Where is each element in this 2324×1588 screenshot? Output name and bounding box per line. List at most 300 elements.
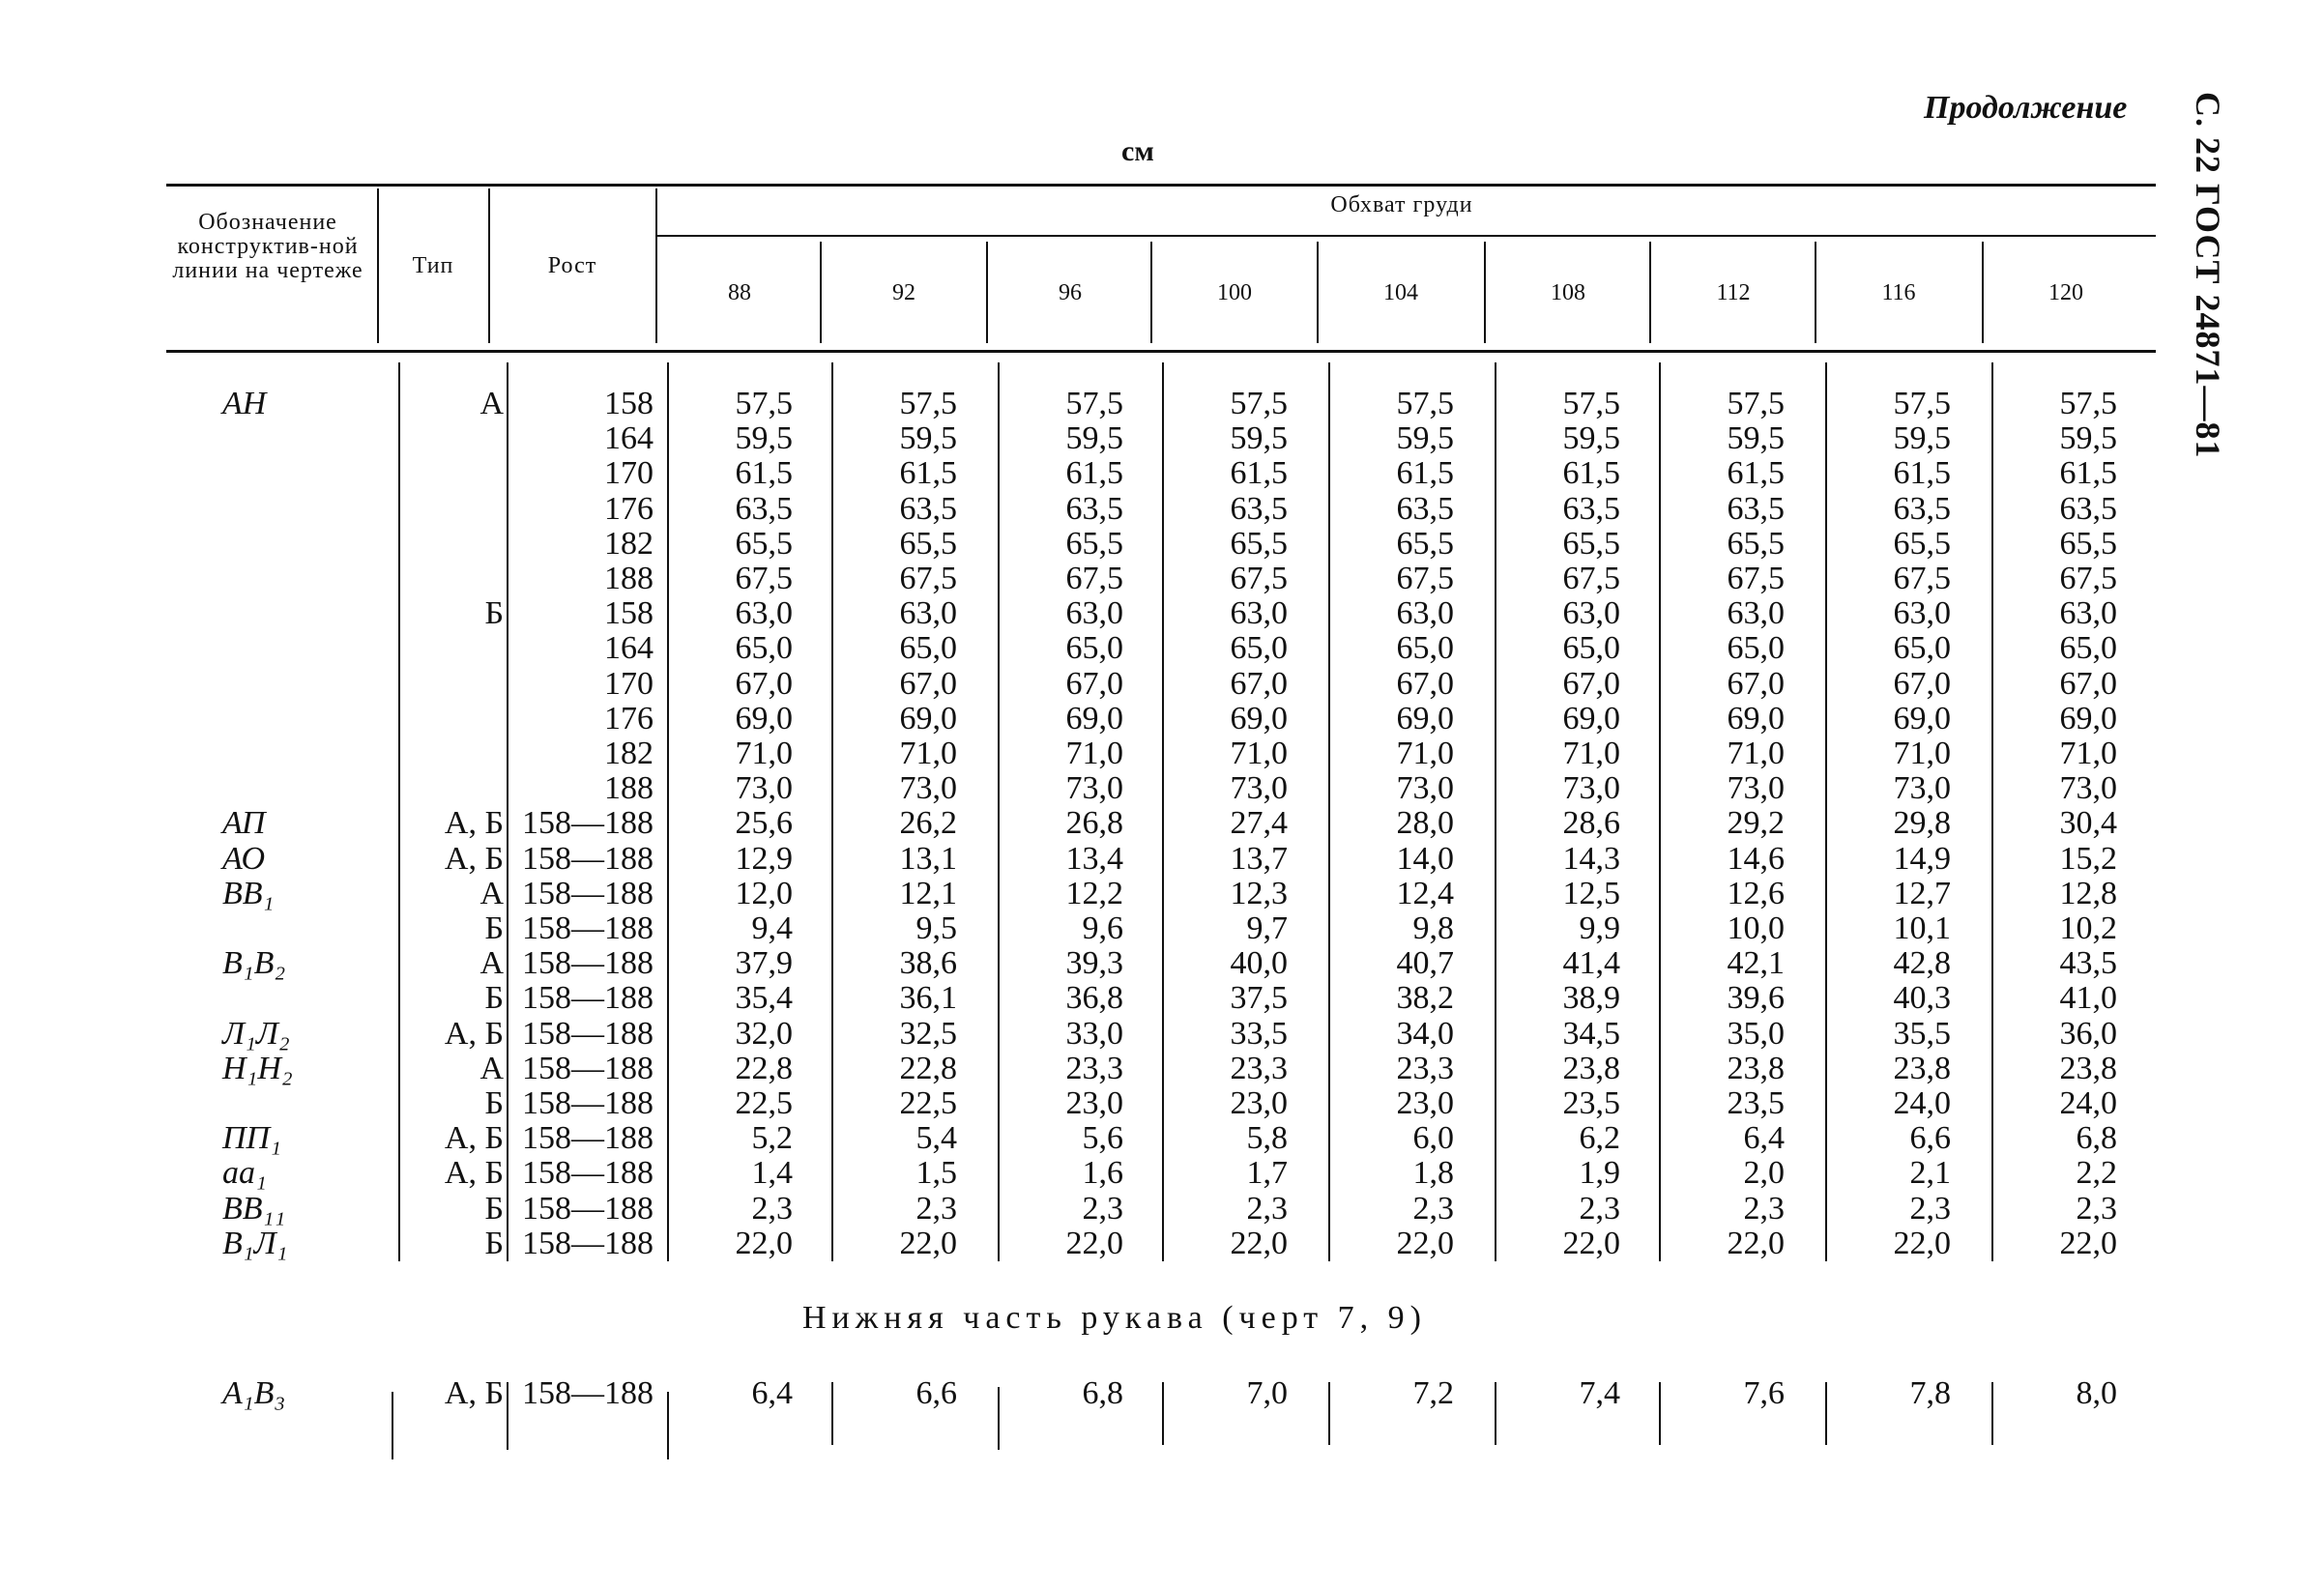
measure-value: 67,0 xyxy=(1727,665,1785,702)
lower-value: 7,0 xyxy=(1246,1375,1288,1411)
measure-value: 6,8 xyxy=(2076,1120,2117,1157)
measure-value: 13,4 xyxy=(1065,840,1123,877)
measure-value: 65,5 xyxy=(2059,525,2117,562)
measure-value: 41,4 xyxy=(1562,945,1620,982)
measure-value: 6,0 xyxy=(1412,1120,1454,1157)
measure-value: 73,0 xyxy=(1893,770,1951,807)
measure-value: 2,3 xyxy=(1579,1190,1620,1227)
measure-value: 59,5 xyxy=(1562,420,1620,457)
height-value: 170 xyxy=(604,455,654,492)
measure-value: 29,8 xyxy=(1893,805,1951,842)
measure-value: 67,5 xyxy=(1727,561,1785,597)
measure-value: 71,0 xyxy=(735,736,793,772)
measure-value: 71,0 xyxy=(2059,736,2117,772)
continuation-label: Продолжение xyxy=(1924,90,2128,126)
line-designation xyxy=(222,492,387,527)
lower-divider xyxy=(1991,1382,1993,1445)
measure-value: 69,0 xyxy=(1562,700,1620,736)
measure-value: 13,1 xyxy=(899,840,957,877)
figure-type xyxy=(401,562,504,596)
measure-value: 32,0 xyxy=(735,1015,793,1052)
figure-type xyxy=(401,631,504,666)
value-column xyxy=(1669,387,1785,1261)
measure-value: 9,4 xyxy=(751,910,793,947)
measure-value: 42,1 xyxy=(1727,945,1785,982)
measure-value: 63,5 xyxy=(1562,490,1620,527)
measure-value: 9,7 xyxy=(1246,910,1288,947)
measure-value: 12,6 xyxy=(1727,875,1785,911)
measure-value: 40,3 xyxy=(1893,980,1951,1017)
body-divider xyxy=(398,362,400,1261)
line-designation: В₁Л₁ xyxy=(222,1225,288,1261)
measure-value: 69,0 xyxy=(1396,700,1454,736)
line-designation xyxy=(222,771,387,806)
measure-value: 6,6 xyxy=(1909,1120,1951,1157)
lower-value: 6,6 xyxy=(915,1375,957,1411)
units-label: см xyxy=(1121,135,1154,167)
figure-type: Б xyxy=(484,595,504,632)
measure-value: 40,0 xyxy=(1230,945,1288,982)
measure-value: 37,5 xyxy=(1230,980,1288,1017)
body-divider xyxy=(1659,362,1661,1261)
lower-value: 7,4 xyxy=(1579,1375,1620,1411)
measure-value: 63,0 xyxy=(735,595,793,632)
measure-value: 63,5 xyxy=(735,490,793,527)
measure-value: 59,5 xyxy=(1396,420,1454,457)
measure-value: 30,4 xyxy=(2059,805,2117,842)
figure-type: А xyxy=(479,386,504,421)
lower-divider xyxy=(998,1387,1000,1450)
measure-value: 2,3 xyxy=(1412,1190,1454,1227)
measure-value: 25,6 xyxy=(735,805,793,842)
figure-type xyxy=(401,527,504,562)
measure-value: 37,9 xyxy=(735,945,793,982)
measure-value: 65,0 xyxy=(2059,630,2117,667)
line-designation xyxy=(222,421,387,456)
measure-value: 59,5 xyxy=(899,420,957,457)
measure-value: 22,8 xyxy=(735,1050,793,1086)
line-designation xyxy=(222,527,387,562)
figure-type xyxy=(401,771,504,806)
measure-value: 57,5 xyxy=(735,386,793,421)
measure-value: 67,5 xyxy=(1065,561,1123,597)
measure-value: 23,8 xyxy=(1727,1050,1785,1086)
lower-height: 158—188 xyxy=(522,1375,654,1411)
page-side-label: С. 22 ГОСТ 24871—81 xyxy=(2189,92,2227,459)
measure-value: 73,0 xyxy=(1396,770,1454,807)
line-designation: ПП₁ xyxy=(222,1120,281,1157)
body-divider xyxy=(1991,362,1993,1261)
measure-value: 57,5 xyxy=(2059,386,2117,421)
section-title: Нижняя часть рукава (черт 7, 9) xyxy=(802,1300,1427,1336)
line-designation xyxy=(222,911,387,946)
measure-value: 67,0 xyxy=(2059,665,2117,702)
height-value: 158—188 xyxy=(522,1015,654,1052)
measure-value: 63,5 xyxy=(1396,490,1454,527)
measure-value: 67,0 xyxy=(899,665,957,702)
measure-value: 73,0 xyxy=(1065,770,1123,807)
measure-value: 69,0 xyxy=(1727,700,1785,736)
measure-value: 61,5 xyxy=(735,455,793,492)
measure-value: 69,0 xyxy=(1230,700,1288,736)
measure-value: 63,0 xyxy=(899,595,957,632)
line-designation xyxy=(222,1086,387,1121)
chest-size-108: 108 xyxy=(1551,280,1585,305)
measure-value: 65,5 xyxy=(1562,525,1620,562)
measure-value: 67,0 xyxy=(1230,665,1288,702)
height-value: 182 xyxy=(604,736,654,772)
figure-type: Б xyxy=(484,1085,504,1122)
type-column-header: Тип xyxy=(412,253,454,278)
height-value: 176 xyxy=(604,700,654,736)
lower-divider xyxy=(507,1382,508,1450)
line-designation: АП xyxy=(222,805,266,842)
measure-value: 22,5 xyxy=(899,1085,957,1122)
measure-value: 57,5 xyxy=(899,386,957,421)
measure-value: 12,4 xyxy=(1396,875,1454,911)
line-designation xyxy=(222,631,387,666)
type-column xyxy=(401,387,504,1261)
measure-value: 12,1 xyxy=(899,875,957,911)
value-column xyxy=(1504,387,1620,1261)
measure-value: 63,0 xyxy=(2059,595,2117,632)
measure-value: 65,5 xyxy=(735,525,793,562)
measure-value: 71,0 xyxy=(899,736,957,772)
measure-value: 15,2 xyxy=(2059,840,2117,877)
height-value: 158—188 xyxy=(522,1225,654,1261)
measure-value: 33,0 xyxy=(1065,1015,1123,1052)
measure-value: 57,5 xyxy=(1893,386,1951,421)
measure-value: 2,3 xyxy=(1082,1190,1123,1227)
measure-value: 71,0 xyxy=(1065,736,1123,772)
height-value: 158 xyxy=(604,595,654,632)
measure-value: 9,9 xyxy=(1579,910,1620,947)
height-value: 182 xyxy=(604,525,654,562)
measure-value: 59,5 xyxy=(1065,420,1123,457)
measure-value: 23,5 xyxy=(1562,1085,1620,1122)
line-designation xyxy=(222,456,387,491)
measure-value: 36,1 xyxy=(899,980,957,1017)
measure-value: 63,5 xyxy=(1065,490,1123,527)
measure-value: 22,0 xyxy=(1562,1225,1620,1261)
figure-type: А xyxy=(479,875,504,911)
lower-divider xyxy=(667,1392,669,1459)
measure-value: 69,0 xyxy=(2059,700,2117,736)
body-divider xyxy=(667,362,669,1261)
measure-value: 34,0 xyxy=(1396,1015,1454,1052)
line-designation: АО xyxy=(222,840,266,877)
measure-value: 1,9 xyxy=(1579,1155,1620,1192)
measure-value: 57,5 xyxy=(1562,386,1620,421)
lower-value: 7,2 xyxy=(1412,1375,1454,1411)
line-designation xyxy=(222,981,387,1016)
chest-group-header: Обхват груди xyxy=(1330,192,1473,217)
height-value: 158—188 xyxy=(522,1155,654,1192)
measure-value: 73,0 xyxy=(1230,770,1288,807)
measure-value: 61,5 xyxy=(2059,455,2117,492)
measure-value: 10,0 xyxy=(1727,910,1785,947)
measure-value: 67,0 xyxy=(1562,665,1620,702)
value-column xyxy=(841,387,957,1261)
measure-value: 63,0 xyxy=(1230,595,1288,632)
height-column-header: Рост xyxy=(547,253,597,278)
measure-value: 36,0 xyxy=(2059,1015,2117,1052)
measure-value: 65,0 xyxy=(735,630,793,667)
lower-value: 7,8 xyxy=(1909,1375,1951,1411)
measure-value: 23,0 xyxy=(1065,1085,1123,1122)
measure-value: 67,5 xyxy=(1893,561,1951,597)
measure-value: 26,8 xyxy=(1065,805,1123,842)
measure-value: 57,5 xyxy=(1727,386,1785,421)
lower-divider xyxy=(1825,1382,1827,1445)
measure-value: 63,0 xyxy=(1727,595,1785,632)
measure-value: 2,3 xyxy=(1909,1190,1951,1227)
height-value: 158—188 xyxy=(522,840,654,877)
measure-value: 61,5 xyxy=(1727,455,1785,492)
measure-value: 63,5 xyxy=(1727,490,1785,527)
measure-value: 6,4 xyxy=(1743,1120,1785,1157)
measure-value: 69,0 xyxy=(1893,700,1951,736)
figure-type: Б xyxy=(484,1190,504,1227)
measure-value: 23,8 xyxy=(1562,1050,1620,1086)
figure-type xyxy=(401,456,504,491)
line-designation: Н₁Н₂ xyxy=(222,1050,293,1086)
measure-value: 23,3 xyxy=(1065,1050,1123,1086)
measure-value: 22,8 xyxy=(899,1050,957,1086)
measure-value: 57,5 xyxy=(1065,386,1123,421)
measure-value: 23,3 xyxy=(1396,1050,1454,1086)
measure-value: 38,9 xyxy=(1562,980,1620,1017)
measure-value: 73,0 xyxy=(899,770,957,807)
measure-value: 63,5 xyxy=(1893,490,1951,527)
measure-value: 6,2 xyxy=(1579,1120,1620,1157)
measure-value: 71,0 xyxy=(1727,736,1785,772)
measure-value: 63,0 xyxy=(1065,595,1123,632)
measure-value: 28,0 xyxy=(1396,805,1454,842)
chest-size-96: 96 xyxy=(1059,280,1082,305)
measure-value: 59,5 xyxy=(1727,420,1785,457)
measure-value: 14,0 xyxy=(1396,840,1454,877)
measure-value: 2,3 xyxy=(915,1190,957,1227)
measure-value: 1,6 xyxy=(1082,1155,1123,1192)
measure-value: 73,0 xyxy=(1727,770,1785,807)
measure-value: 65,0 xyxy=(1893,630,1951,667)
measure-value: 73,0 xyxy=(735,770,793,807)
measure-value: 71,0 xyxy=(1893,736,1951,772)
measure-value: 65,0 xyxy=(1065,630,1123,667)
figure-type xyxy=(401,736,504,771)
measure-value: 63,5 xyxy=(899,490,957,527)
measure-value: 5,8 xyxy=(1246,1120,1288,1157)
figure-type xyxy=(401,667,504,702)
chest-size-116: 116 xyxy=(1881,280,1916,305)
measure-value: 24,0 xyxy=(1893,1085,1951,1122)
value-column xyxy=(1007,387,1123,1261)
measure-value: 59,5 xyxy=(735,420,793,457)
value-column xyxy=(2001,387,2117,1261)
measure-value: 13,7 xyxy=(1230,840,1288,877)
height-value: 158—188 xyxy=(522,805,654,842)
measure-value: 65,5 xyxy=(1396,525,1454,562)
measure-value: 43,5 xyxy=(2059,945,2117,982)
measure-value: 12,0 xyxy=(735,875,793,911)
measure-value: 61,5 xyxy=(1893,455,1951,492)
measure-value: 65,5 xyxy=(1893,525,1951,562)
lower-divider xyxy=(1328,1382,1330,1445)
measure-value: 22,0 xyxy=(1065,1225,1123,1261)
measure-value: 40,7 xyxy=(1396,945,1454,982)
lower-divider xyxy=(1162,1382,1164,1445)
measure-value: 63,0 xyxy=(1396,595,1454,632)
measure-value: 2,1 xyxy=(1909,1155,1951,1192)
measure-value: 2,3 xyxy=(751,1190,793,1227)
measure-value: 23,0 xyxy=(1396,1085,1454,1122)
measure-value: 65,0 xyxy=(1396,630,1454,667)
measure-value: 61,5 xyxy=(1562,455,1620,492)
body-divider xyxy=(998,362,1000,1261)
line-designation: ВВ₁₁ xyxy=(222,1190,286,1227)
measure-value: 65,0 xyxy=(1562,630,1620,667)
measure-value: 67,0 xyxy=(1396,665,1454,702)
measure-value: 9,5 xyxy=(915,910,957,947)
measure-value: 32,5 xyxy=(899,1015,957,1052)
value-column xyxy=(1338,387,1454,1261)
measure-value: 5,4 xyxy=(915,1120,957,1157)
lower-designation: А₁В₃ xyxy=(222,1375,286,1411)
measure-value: 67,5 xyxy=(1562,561,1620,597)
measure-value: 71,0 xyxy=(1396,736,1454,772)
figure-type: А, Б xyxy=(444,805,504,842)
lower-value: 7,6 xyxy=(1743,1375,1785,1411)
lower-value: 8,0 xyxy=(2076,1375,2117,1411)
body-divider xyxy=(507,362,508,1261)
height-value: 158—188 xyxy=(522,910,654,947)
measure-value: 10,1 xyxy=(1893,910,1951,947)
measure-value: 59,5 xyxy=(2059,420,2117,457)
figure-type: Б xyxy=(484,980,504,1017)
measure-value: 23,8 xyxy=(1893,1050,1951,1086)
height-value: 158—188 xyxy=(522,980,654,1017)
line-designation: аа₁ xyxy=(222,1155,267,1192)
line-designation xyxy=(222,596,387,631)
value-column xyxy=(1835,387,1951,1261)
line-designation xyxy=(222,562,387,596)
measure-value: 67,5 xyxy=(1230,561,1288,597)
body-divider xyxy=(831,362,833,1261)
measure-value: 67,5 xyxy=(1396,561,1454,597)
value-column xyxy=(1172,387,1288,1261)
figure-type: Б xyxy=(484,910,504,947)
figure-type: А xyxy=(479,945,504,982)
figure-type xyxy=(401,421,504,456)
measure-value: 12,5 xyxy=(1562,875,1620,911)
measure-value: 36,8 xyxy=(1065,980,1123,1017)
measure-value: 12,2 xyxy=(1065,875,1123,911)
measure-value: 22,0 xyxy=(2059,1225,2117,1261)
measure-value: 73,0 xyxy=(2059,770,2117,807)
body-divider xyxy=(1328,362,1330,1261)
chest-size-100: 100 xyxy=(1217,280,1252,305)
chest-size-112: 112 xyxy=(1716,280,1751,305)
measure-value: 35,5 xyxy=(1893,1015,1951,1052)
measure-value: 38,6 xyxy=(899,945,957,982)
height-value: 158—188 xyxy=(522,1085,654,1122)
chest-size-120: 120 xyxy=(2048,280,2083,305)
line-designation xyxy=(222,667,387,702)
figure-type: А, Б xyxy=(444,1120,504,1157)
measure-value: 24,0 xyxy=(2059,1085,2117,1122)
measure-value: 59,5 xyxy=(1893,420,1951,457)
measure-value: 2,3 xyxy=(1246,1190,1288,1227)
chest-size-104: 104 xyxy=(1383,280,1418,305)
measure-value: 14,3 xyxy=(1562,840,1620,877)
measure-value: 12,9 xyxy=(735,840,793,877)
measure-value: 5,2 xyxy=(751,1120,793,1157)
measure-value: 12,8 xyxy=(2059,875,2117,911)
figure-type: А xyxy=(479,1050,504,1086)
measure-value: 22,0 xyxy=(899,1225,957,1261)
measure-value: 14,9 xyxy=(1893,840,1951,877)
measure-value: 2,2 xyxy=(2076,1155,2117,1192)
measure-value: 22,0 xyxy=(1893,1225,1951,1261)
measure-value: 73,0 xyxy=(1562,770,1620,807)
measure-value: 27,4 xyxy=(1230,805,1288,842)
measure-value: 63,5 xyxy=(2059,490,2117,527)
height-value: 170 xyxy=(604,665,654,702)
measure-value: 67,5 xyxy=(899,561,957,597)
measure-value: 69,0 xyxy=(1065,700,1123,736)
body-divider xyxy=(1162,362,1164,1261)
measure-value: 57,5 xyxy=(1230,386,1288,421)
header-divider xyxy=(655,188,657,343)
chest-size-88: 88 xyxy=(728,280,751,305)
measure-value: 22,0 xyxy=(1396,1225,1454,1261)
measure-value: 65,5 xyxy=(1230,525,1288,562)
measure-value: 9,6 xyxy=(1082,910,1123,947)
height-value: 188 xyxy=(604,561,654,597)
measure-value: 39,6 xyxy=(1727,980,1785,1017)
chest-size-92: 92 xyxy=(892,280,915,305)
measure-value: 67,0 xyxy=(1893,665,1951,702)
measure-value: 61,5 xyxy=(1396,455,1454,492)
body-divider xyxy=(1825,362,1827,1261)
figure-type xyxy=(401,492,504,527)
measure-value: 22,5 xyxy=(735,1085,793,1122)
measure-value: 10,2 xyxy=(2059,910,2117,947)
measure-value: 22,0 xyxy=(1727,1225,1785,1261)
measure-value: 67,5 xyxy=(735,561,793,597)
measure-value: 22,0 xyxy=(735,1225,793,1261)
measure-value: 61,5 xyxy=(1230,455,1288,492)
measure-value: 59,5 xyxy=(1230,420,1288,457)
measure-value: 71,0 xyxy=(1562,736,1620,772)
measure-value: 65,0 xyxy=(899,630,957,667)
measure-value: 69,0 xyxy=(735,700,793,736)
measure-value: 61,5 xyxy=(1065,455,1123,492)
height-value: 158—188 xyxy=(522,945,654,982)
measure-value: 65,0 xyxy=(1230,630,1288,667)
measure-value: 26,2 xyxy=(899,805,957,842)
figure-type: А, Б xyxy=(444,1155,504,1192)
measure-value: 22,0 xyxy=(1230,1225,1288,1261)
measure-value: 23,8 xyxy=(2059,1050,2117,1086)
measure-value: 65,5 xyxy=(1065,525,1123,562)
measure-value: 63,5 xyxy=(1230,490,1288,527)
measure-value: 9,8 xyxy=(1412,910,1454,947)
measure-value: 35,0 xyxy=(1727,1015,1785,1052)
lower-value: 6,8 xyxy=(1082,1375,1123,1411)
measure-value: 2,3 xyxy=(2076,1190,2117,1227)
